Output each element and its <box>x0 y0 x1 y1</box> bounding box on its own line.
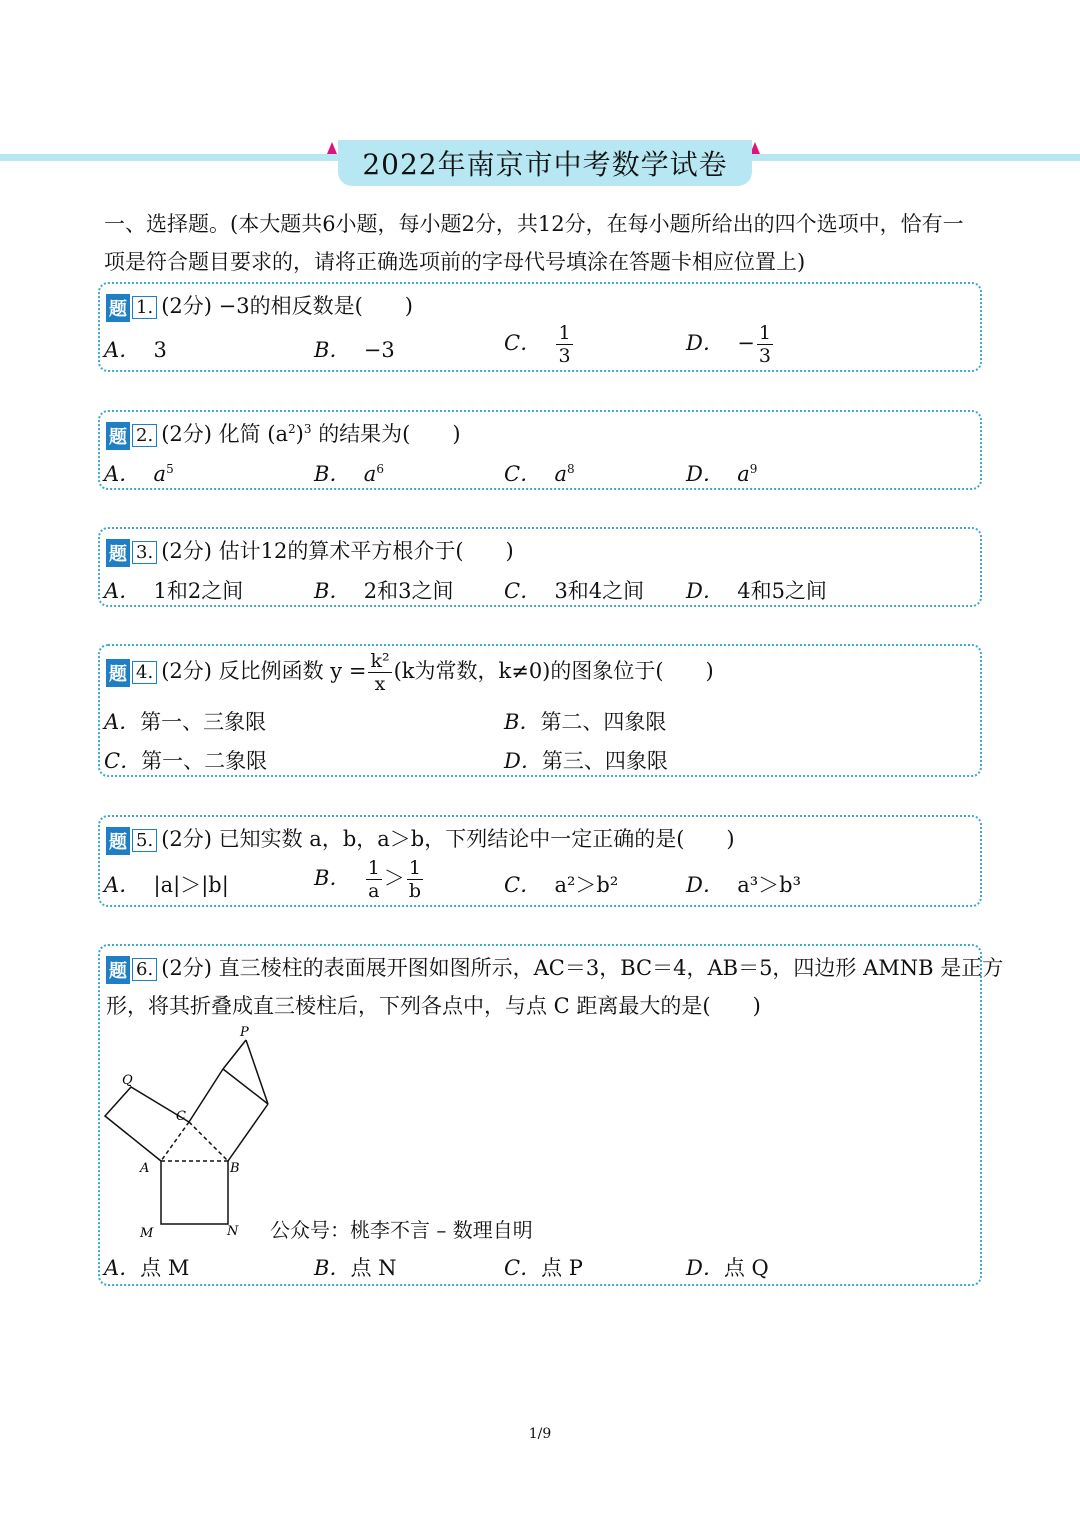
question-badge: 题 <box>106 294 130 322</box>
option-b[interactable]: B． 2和3之间 <box>314 579 454 603</box>
option-a[interactable]: A． $a^5$ <box>104 462 174 486</box>
question-badge: 题 <box>106 659 130 687</box>
question-badge: 题 <box>106 956 130 984</box>
question-stem: 已知实数 a，b，a＞b，下列结论中一定正确的是( ) <box>218 827 735 851</box>
option-d[interactable]: D． $a^9$ <box>686 462 758 486</box>
section-instructions: (本大题共6小题，每小题2分，共12分，在每小题所给出的四个选项中，恰有一项是符合题目要求的，请将正确选项前的字母代号填涂在答题卡相应位置上) <box>104 212 964 274</box>
fraction: $\frac{1}{3}$ <box>758 322 771 367</box>
question-stem: 估计12的算术平方根介于( ) <box>218 539 514 563</box>
option-a[interactable]: A．第一、三象限 <box>104 710 267 734</box>
question-score: (2分) <box>161 827 212 851</box>
question-1 <box>98 282 982 372</box>
question-number: 6. <box>132 958 157 981</box>
option-a[interactable]: A． |a|＞|b| <box>104 873 229 897</box>
fraction: $\frac{1}{a}$ <box>367 857 380 902</box>
title-box <box>338 140 752 186</box>
question-score: (2分) <box>161 539 212 563</box>
question-score: (2分) <box>161 659 212 683</box>
label-B: B <box>230 1161 240 1176</box>
question-number: 4. <box>132 661 157 684</box>
question-number: 5. <box>132 829 157 852</box>
option-a[interactable]: A． 1和2之间 <box>104 579 244 603</box>
watermark-text: 公众号：桃李不言 – 数理自明 <box>270 1218 533 1242</box>
question-3 <box>98 527 982 607</box>
option-c[interactable]: C．第一、二象限 <box>104 749 268 773</box>
question-number: 2. <box>132 424 157 447</box>
label-P: P <box>240 1025 249 1040</box>
option-c[interactable]: C． $\frac{1}{3}$ <box>504 322 571 367</box>
question-4 <box>98 644 982 777</box>
option-b[interactable]: B．点 N <box>314 1256 397 1280</box>
question-badge: 题 <box>106 827 130 855</box>
question-stem: 反比例函数 y = $\frac{\text{k²}}{x}$ (k为常数，k≠0)的图象位于( ) <box>218 650 714 695</box>
question-badge: 题 <box>106 422 130 450</box>
option-c[interactable]: C． 3和4之间 <box>504 579 645 603</box>
question-number: 3. <box>132 541 157 564</box>
option-d[interactable]: D．第三、四象限 <box>504 749 668 773</box>
label-C: C <box>176 1109 186 1124</box>
question-6 <box>98 944 1004 1286</box>
prism-net-figure <box>100 1024 280 1242</box>
question-stem: 化简 $(a^2)^3$ 的结果为( ) <box>218 422 461 446</box>
option-a[interactable]: A．点 M <box>104 1256 190 1280</box>
label-Q: Q <box>122 1073 133 1088</box>
page-number: 1/9 <box>528 1426 552 1442</box>
question-stem-line2: 形，将其折叠成直三棱柱后，下列各点中，与点 C 距离最大的是( ) <box>106 994 761 1018</box>
section-heading <box>104 205 984 281</box>
label-A: A <box>140 1161 150 1176</box>
question-stem: −3的相反数是( ) <box>218 294 413 318</box>
fraction: $\frac{1}{b}$ <box>408 857 422 902</box>
option-b[interactable]: B． $a^6$ <box>314 462 384 486</box>
option-a[interactable]: A． 3 <box>104 338 167 362</box>
question-score: (2分) <box>161 956 212 980</box>
question-score: (2分) <box>161 422 212 446</box>
label-N: N <box>227 1224 239 1239</box>
question-score: (2分) <box>161 294 212 318</box>
fraction: $\frac{1}{3}$ <box>558 322 571 367</box>
question-number: 1. <box>132 296 157 319</box>
question-5 <box>98 815 982 907</box>
question-2 <box>98 410 982 490</box>
option-b[interactable]: B． $\frac{1}{a}$ ＞ $\frac{1}{b}$ <box>314 857 422 902</box>
option-d[interactable]: D． 4和5之间 <box>686 579 827 603</box>
option-c[interactable]: C． a²＞b² <box>504 873 619 897</box>
page-title: 2022年南京市中考数学试卷 <box>362 148 728 181</box>
fraction: $\frac{\text{k²}}{x}$ <box>370 650 390 695</box>
title-accent-left <box>327 142 337 154</box>
question-stem: 直三棱柱的表面展开图如图所示，AC＝3，BC＝4，AB＝5，四边形 AMNB 是正方 <box>218 956 1004 980</box>
option-c[interactable]: C．点 P <box>504 1256 583 1280</box>
option-d[interactable]: D．点 Q <box>686 1256 769 1280</box>
section-title: 一、选择题。 <box>104 212 230 236</box>
option-b[interactable]: B．第二、四象限 <box>504 710 667 734</box>
label-M: M <box>140 1226 154 1241</box>
option-d[interactable]: D． a³＞b³ <box>686 873 802 897</box>
question-badge: 题 <box>106 539 130 567</box>
option-d[interactable]: D． − $\frac{1}{3}$ <box>686 322 771 367</box>
option-b[interactable]: B． −3 <box>314 338 395 362</box>
option-c[interactable]: C． $a^8$ <box>504 462 575 486</box>
